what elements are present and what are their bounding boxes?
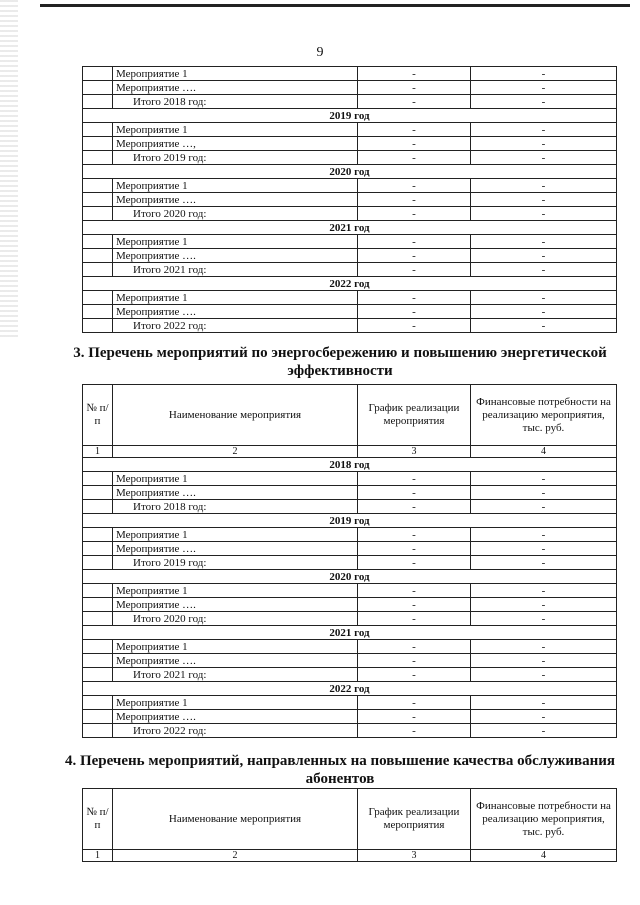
year-label: 2020 год	[83, 165, 617, 179]
top-border-line	[40, 4, 630, 7]
num-cell	[83, 486, 113, 500]
activity-name: Мероприятие 1	[113, 640, 358, 654]
total-row	[83, 151, 617, 165]
total-label: Итого 2022 год:	[113, 724, 358, 738]
year-row	[83, 626, 617, 640]
finance-cell: -	[471, 486, 617, 500]
schedule-cell: -	[358, 151, 471, 165]
table-row	[83, 81, 617, 95]
col-number: 3	[358, 850, 471, 862]
num-cell	[83, 95, 113, 109]
activity-name: Мероприятие ….	[113, 710, 358, 724]
year-row	[83, 682, 617, 696]
table-row	[83, 193, 617, 207]
activity-name: Мероприятие ….	[113, 193, 358, 207]
num-cell	[83, 319, 113, 333]
num-cell	[83, 528, 113, 542]
header-num: № п/п	[83, 385, 113, 446]
num-cell	[83, 472, 113, 486]
header-finance: Финансовые потребности на реализацию мероприятия, тыс. руб.	[471, 789, 617, 850]
total-label: Итого 2018 год:	[113, 500, 358, 514]
total-row	[83, 612, 617, 626]
table-row	[83, 235, 617, 249]
year-row	[83, 109, 617, 123]
num-cell	[83, 612, 113, 626]
num-cell	[83, 81, 113, 95]
header-finance: Финансовые потребности на реализацию мероприятия, тыс. руб.	[471, 385, 617, 446]
year-label: 2020 год	[83, 570, 617, 584]
year-label: 2022 год	[83, 277, 617, 291]
schedule-cell: -	[358, 640, 471, 654]
schedule-cell: -	[358, 528, 471, 542]
num-cell	[83, 542, 113, 556]
table-row	[83, 67, 617, 81]
column-number-row	[83, 446, 617, 458]
schedule-cell: -	[358, 123, 471, 137]
activity-name: Мероприятие 1	[113, 179, 358, 193]
finance-cell: -	[471, 95, 617, 109]
total-row	[83, 207, 617, 221]
schedule-cell: -	[358, 193, 471, 207]
num-cell	[83, 556, 113, 570]
table-section-3	[82, 384, 617, 738]
activity-name: Мероприятие 1	[113, 291, 358, 305]
total-label: Итого 2018 год:	[113, 95, 358, 109]
total-row	[83, 724, 617, 738]
num-cell	[83, 123, 113, 137]
header-name: Наименование мероприятия	[113, 385, 358, 446]
num-cell	[83, 207, 113, 221]
year-row	[83, 165, 617, 179]
total-row	[83, 556, 617, 570]
table-section-2-continued	[82, 66, 617, 333]
table-header-row	[83, 789, 617, 850]
activity-name: Мероприятие 1	[113, 528, 358, 542]
num-cell	[83, 305, 113, 319]
activity-name: Мероприятие ….	[113, 305, 358, 319]
year-row	[83, 570, 617, 584]
activity-name: Мероприятие ….	[113, 598, 358, 612]
schedule-cell: -	[358, 654, 471, 668]
table-row	[83, 472, 617, 486]
total-row	[83, 668, 617, 682]
finance-cell: -	[471, 263, 617, 277]
year-label: 2019 год	[83, 514, 617, 528]
schedule-cell: -	[358, 668, 471, 682]
num-cell	[83, 696, 113, 710]
num-cell	[83, 598, 113, 612]
year-row	[83, 277, 617, 291]
schedule-cell: -	[358, 542, 471, 556]
table-row	[83, 542, 617, 556]
header-name: Наименование мероприятия	[113, 789, 358, 850]
schedule-cell: -	[358, 137, 471, 151]
finance-cell: -	[471, 305, 617, 319]
schedule-cell: -	[358, 207, 471, 221]
table-row	[83, 179, 617, 193]
schedule-cell: -	[358, 724, 471, 738]
activity-name: Мероприятие 1	[113, 123, 358, 137]
finance-cell: -	[471, 81, 617, 95]
header-num: № п/п	[83, 789, 113, 850]
schedule-cell: -	[358, 319, 471, 333]
table-row	[83, 710, 617, 724]
table-row	[83, 654, 617, 668]
activity-name: Мероприятие ….	[113, 654, 358, 668]
num-cell	[83, 193, 113, 207]
total-label: Итого 2022 год:	[113, 319, 358, 333]
num-cell	[83, 67, 113, 81]
activity-name: Мероприятие …,	[113, 137, 358, 151]
year-label: 2022 год	[83, 682, 617, 696]
section-4-heading: 4. Перечень мероприятий, направленных на повышение качества обслуживания абонентов	[64, 753, 616, 787]
year-row	[83, 458, 617, 472]
activity-name: Мероприятие ….	[113, 542, 358, 556]
num-cell	[83, 249, 113, 263]
activity-name: Мероприятие ….	[113, 81, 358, 95]
total-row	[83, 500, 617, 514]
num-cell	[83, 263, 113, 277]
table-row	[83, 123, 617, 137]
schedule-cell: -	[358, 305, 471, 319]
finance-cell: -	[471, 598, 617, 612]
num-cell	[83, 668, 113, 682]
schedule-cell: -	[358, 263, 471, 277]
activity-name: Мероприятие 1	[113, 235, 358, 249]
num-cell	[83, 584, 113, 598]
col-number: 1	[83, 850, 113, 862]
finance-cell: -	[471, 696, 617, 710]
finance-cell: -	[471, 291, 617, 305]
table-row	[83, 137, 617, 151]
finance-cell: -	[471, 556, 617, 570]
finance-cell: -	[471, 528, 617, 542]
finance-cell: -	[471, 724, 617, 738]
table-row	[83, 640, 617, 654]
schedule-cell: -	[358, 598, 471, 612]
finance-cell: -	[471, 500, 617, 514]
activity-name: Мероприятие 1	[113, 472, 358, 486]
activity-name: Мероприятие ….	[113, 486, 358, 500]
finance-cell: -	[471, 710, 617, 724]
table-row	[83, 249, 617, 263]
total-label: Итого 2019 год:	[113, 151, 358, 165]
year-label: 2021 год	[83, 626, 617, 640]
num-cell	[83, 291, 113, 305]
finance-cell: -	[471, 235, 617, 249]
col-number: 3	[358, 446, 471, 458]
schedule-cell: -	[358, 472, 471, 486]
finance-cell: -	[471, 654, 617, 668]
year-row	[83, 514, 617, 528]
schedule-cell: -	[358, 486, 471, 500]
schedule-cell: -	[358, 179, 471, 193]
schedule-cell: -	[358, 81, 471, 95]
finance-cell: -	[471, 151, 617, 165]
finance-cell: -	[471, 249, 617, 263]
finance-cell: -	[471, 584, 617, 598]
finance-cell: -	[471, 542, 617, 556]
table-row	[83, 696, 617, 710]
num-cell	[83, 710, 113, 724]
table-row	[83, 291, 617, 305]
col-number: 2	[113, 446, 358, 458]
total-row	[83, 319, 617, 333]
finance-cell: -	[471, 123, 617, 137]
table-row	[83, 598, 617, 612]
total-row	[83, 95, 617, 109]
schedule-cell: -	[358, 710, 471, 724]
activity-name: Мероприятие 1	[113, 584, 358, 598]
num-cell	[83, 137, 113, 151]
table-row	[83, 305, 617, 319]
schedule-cell: -	[358, 249, 471, 263]
num-cell	[83, 235, 113, 249]
column-number-row	[83, 850, 617, 862]
year-row	[83, 221, 617, 235]
num-cell	[83, 724, 113, 738]
total-label: Итого 2019 год:	[113, 556, 358, 570]
num-cell	[83, 179, 113, 193]
total-label: Итого 2020 год:	[113, 207, 358, 221]
table-row	[83, 528, 617, 542]
header-schedule: График реализации мероприятия	[358, 385, 471, 446]
col-number: 1	[83, 446, 113, 458]
finance-cell: -	[471, 319, 617, 333]
finance-cell: -	[471, 640, 617, 654]
finance-cell: -	[471, 193, 617, 207]
col-number: 2	[113, 850, 358, 862]
table-section-4	[82, 788, 617, 862]
num-cell	[83, 654, 113, 668]
table-row	[83, 486, 617, 500]
table-header-row	[83, 385, 617, 446]
num-cell	[83, 151, 113, 165]
year-label: 2021 год	[83, 221, 617, 235]
year-label: 2018 год	[83, 458, 617, 472]
finance-cell: -	[471, 668, 617, 682]
schedule-cell: -	[358, 696, 471, 710]
total-label: Итого 2021 год:	[113, 668, 358, 682]
section-3-heading: 3. Перечень мероприятий по энергосбережению и повышению энергетической эффективности	[73, 345, 607, 379]
col-number: 4	[471, 446, 617, 458]
col-number: 4	[471, 850, 617, 862]
schedule-cell: -	[358, 500, 471, 514]
year-label: 2019 год	[83, 109, 617, 123]
schedule-cell: -	[358, 291, 471, 305]
page-number: 9	[316, 45, 324, 60]
finance-cell: -	[471, 207, 617, 221]
schedule-cell: -	[358, 612, 471, 626]
total-row	[83, 263, 617, 277]
schedule-cell: -	[358, 67, 471, 81]
total-label: Итого 2021 год:	[113, 263, 358, 277]
schedule-cell: -	[358, 235, 471, 249]
total-label: Итого 2020 год:	[113, 612, 358, 626]
activity-name: Мероприятие 1	[113, 67, 358, 81]
finance-cell: -	[471, 67, 617, 81]
finance-cell: -	[471, 137, 617, 151]
table-row	[83, 584, 617, 598]
activity-name: Мероприятие 1	[113, 696, 358, 710]
finance-cell: -	[471, 472, 617, 486]
activity-name: Мероприятие ….	[113, 249, 358, 263]
schedule-cell: -	[358, 584, 471, 598]
num-cell	[83, 640, 113, 654]
num-cell	[83, 500, 113, 514]
header-schedule: График реализации мероприятия	[358, 789, 471, 850]
finance-cell: -	[471, 612, 617, 626]
finance-cell: -	[471, 179, 617, 193]
schedule-cell: -	[358, 95, 471, 109]
schedule-cell: -	[358, 556, 471, 570]
